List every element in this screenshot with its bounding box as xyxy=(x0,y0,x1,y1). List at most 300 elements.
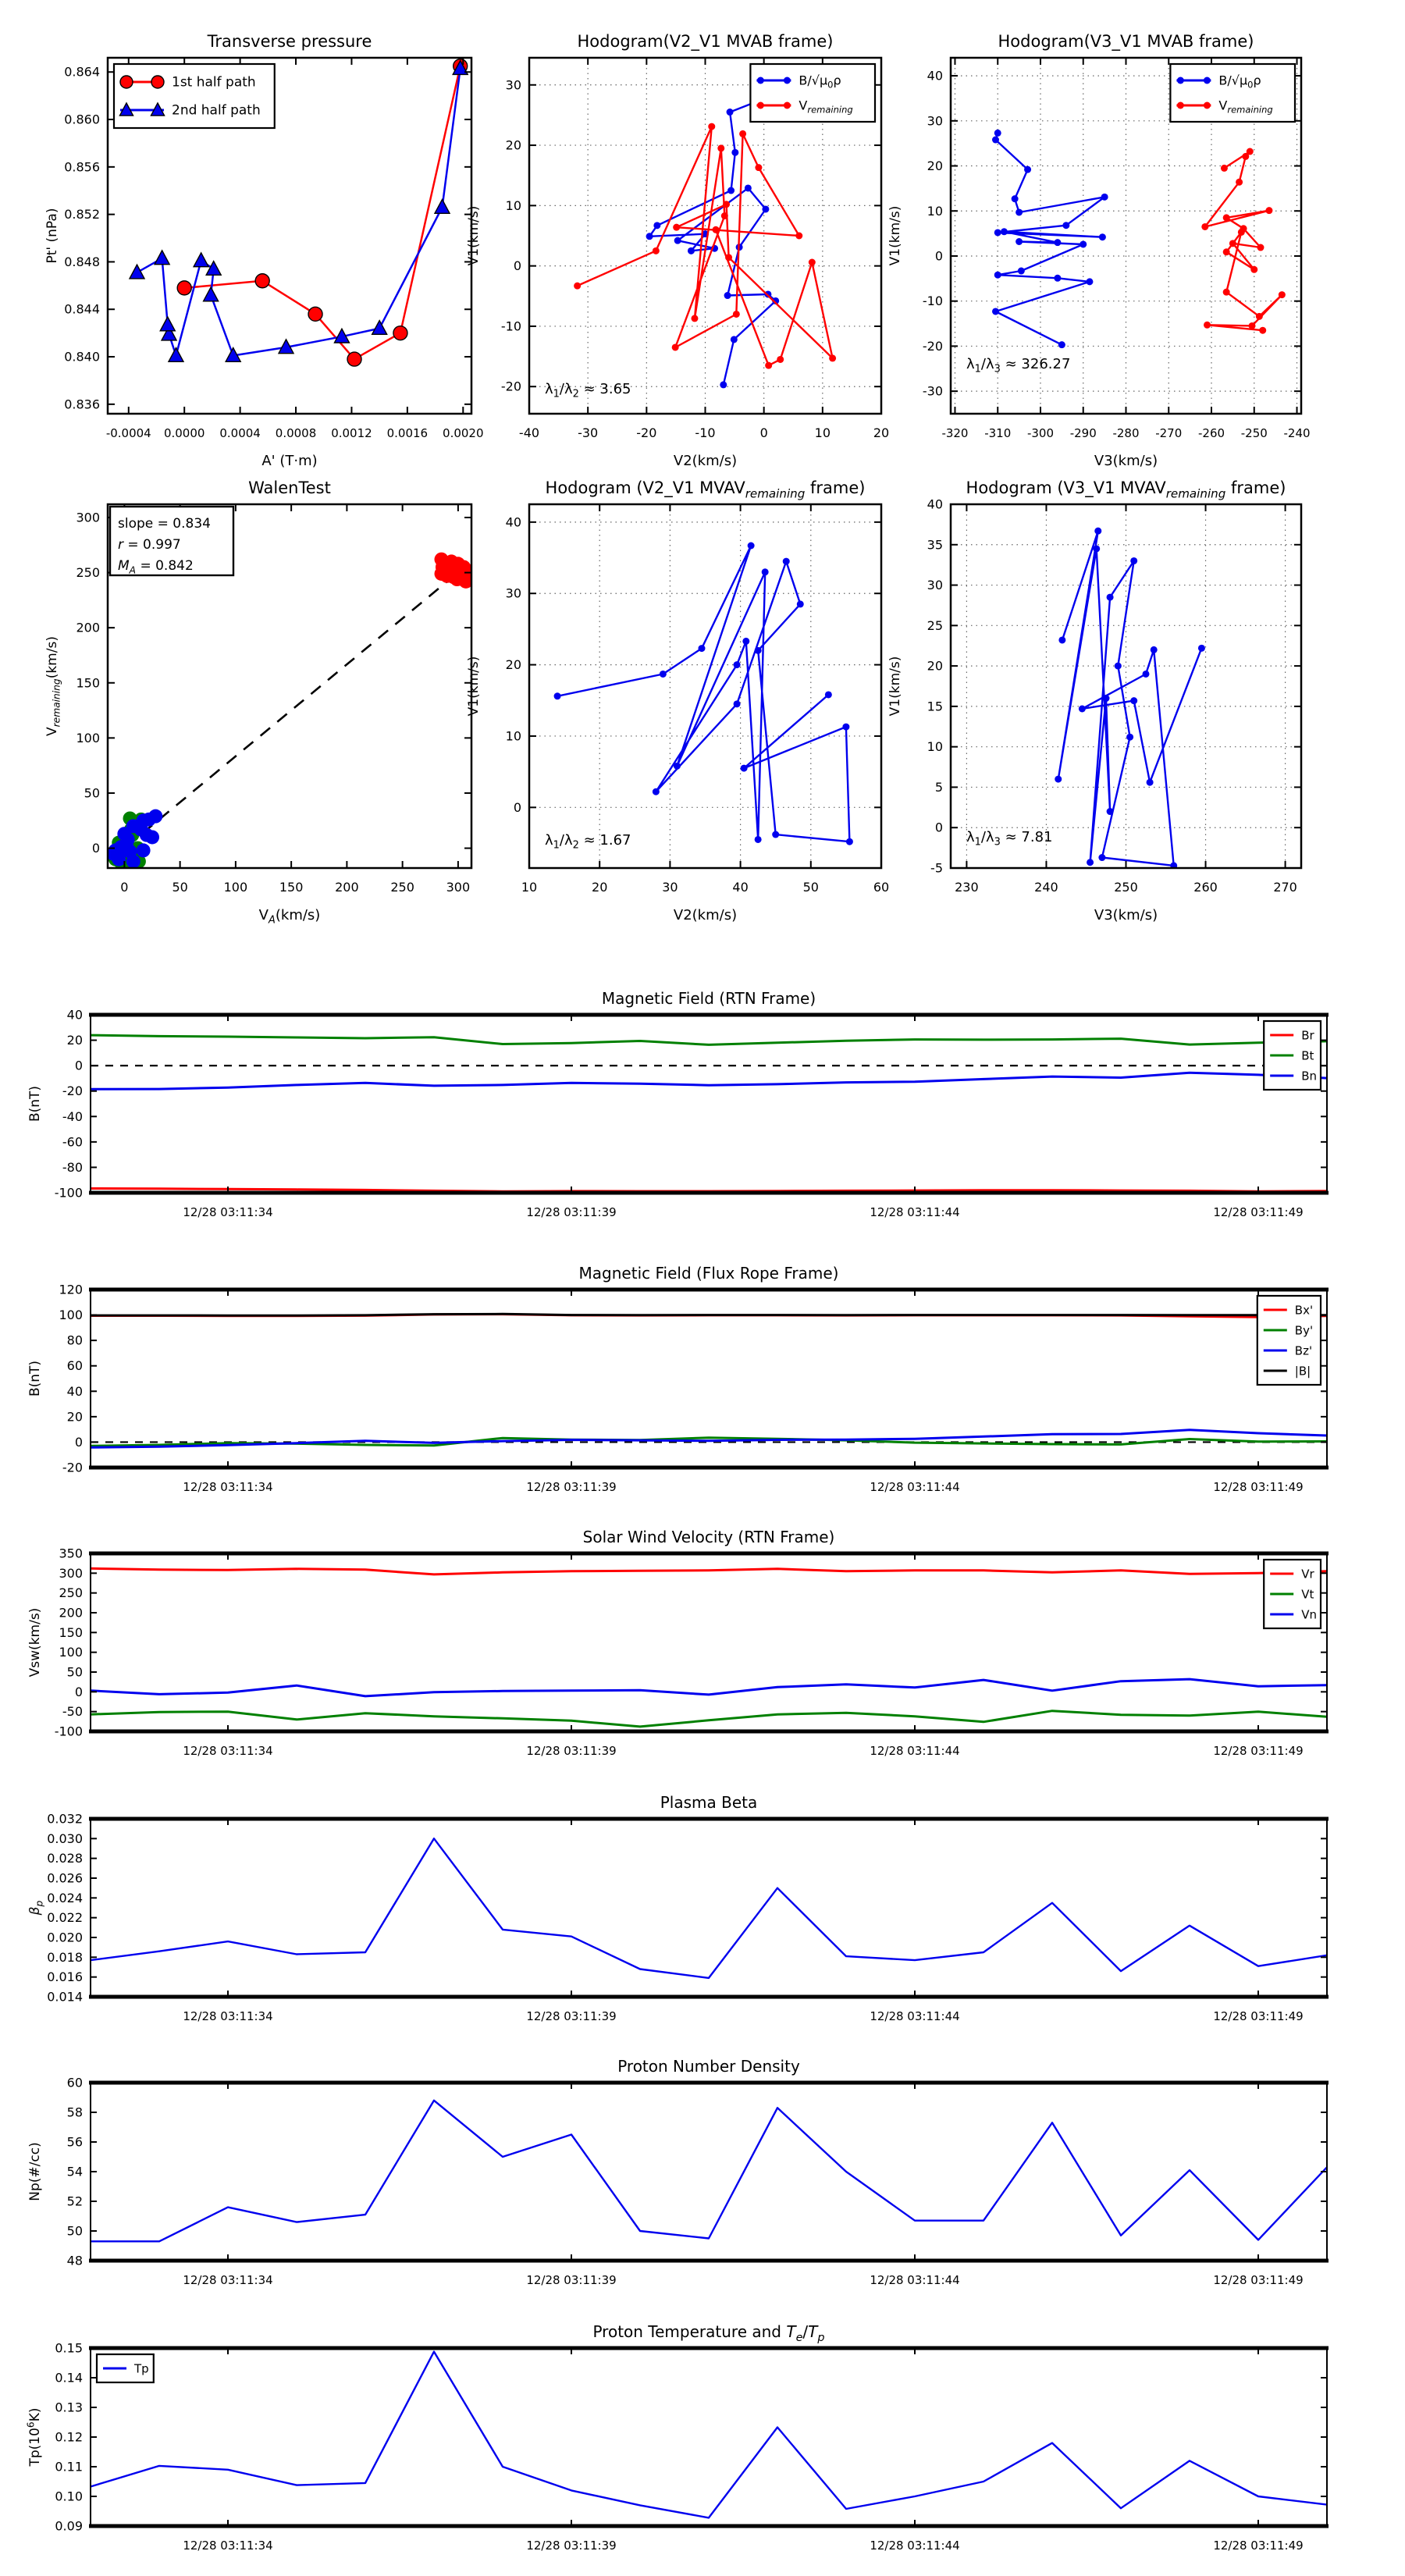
marker-circle xyxy=(1223,248,1230,255)
y-tick-label: 0 xyxy=(91,841,100,856)
marker-circle xyxy=(731,336,738,343)
series-tp-line xyxy=(91,2352,1327,2518)
marker-circle xyxy=(1054,275,1061,282)
legend-label: Bz' xyxy=(1294,1343,1313,1358)
x-tick-label: 12/28 03:11:39 xyxy=(526,2539,617,2553)
marker-circle xyxy=(1238,229,1245,236)
x-tick-label: -320 xyxy=(941,426,969,440)
stats-line: r = 0.997 xyxy=(118,537,181,553)
marker-circle xyxy=(1115,663,1122,670)
marker-circle xyxy=(1055,776,1062,783)
marker-triangle xyxy=(206,262,221,276)
y-tick-label: 0.032 xyxy=(47,1811,83,1827)
marker-circle xyxy=(1107,808,1114,815)
y-tick-label: 0.022 xyxy=(47,1910,83,1926)
legend-label: Tp xyxy=(134,2361,149,2376)
y-tick-label: 0.840 xyxy=(64,349,100,365)
y-tick-label: 54 xyxy=(66,2164,83,2179)
x-axis-label: A' (T·m) xyxy=(261,453,318,469)
plot-hodogram-v2v1-mvab xyxy=(466,32,889,469)
marker-circle xyxy=(992,308,999,315)
y-tick-label: -5 xyxy=(930,860,943,876)
y-tick-label: 100 xyxy=(59,1308,83,1323)
y-axis-label: Pt' (nPa) xyxy=(44,208,60,264)
marker-circle xyxy=(723,201,730,208)
y-tick-label: 0.848 xyxy=(64,254,100,269)
x-tick-label: 60 xyxy=(873,880,890,895)
y-tick-label: 0.09 xyxy=(55,2518,83,2534)
y-tick-label: -30 xyxy=(922,383,943,399)
marker-circle xyxy=(691,315,698,322)
y-tick-label: 0.14 xyxy=(55,2370,83,2386)
series-group xyxy=(91,1838,1327,1978)
x-tick-label: 12/28 03:11:44 xyxy=(870,1480,960,1494)
y-axis-label: V1(km/s) xyxy=(466,205,482,266)
marker-circle xyxy=(1058,341,1065,348)
marker-circle xyxy=(1147,779,1154,786)
marker-circle xyxy=(755,647,762,654)
stats-line: slope = 0.834 xyxy=(118,516,211,532)
series-bt-line xyxy=(91,1035,1327,1044)
x-tick-label: -280 xyxy=(1112,426,1140,440)
y-tick-label: 0 xyxy=(934,820,943,835)
y-tick-label: 300 xyxy=(59,1565,83,1581)
marker-circle xyxy=(1102,695,1109,702)
y-tick-label: 52 xyxy=(66,2194,83,2209)
marker-circle xyxy=(777,356,784,363)
y-tick-label: 0.856 xyxy=(64,159,100,175)
marker-circle xyxy=(994,272,1001,279)
y-tick-label: -40 xyxy=(62,1108,83,1124)
marker-circle xyxy=(653,788,660,795)
marker-circle xyxy=(1062,222,1069,229)
marker-circle xyxy=(994,130,1001,137)
plot-walen-test xyxy=(44,479,474,927)
marker-circle xyxy=(393,326,407,340)
series-vn-line xyxy=(91,1679,1327,1696)
marker-circle xyxy=(1101,194,1108,201)
y-tick-label: 10 xyxy=(505,728,521,744)
x-tick-label: 40 xyxy=(732,880,749,895)
x-tick-label: 12/28 03:11:39 xyxy=(526,2009,617,2023)
legend-label: Vt xyxy=(1301,1587,1314,1602)
grid xyxy=(951,504,1301,868)
panel-proton-number-density xyxy=(27,2057,1329,2287)
y-tick-label: 0.10 xyxy=(55,2489,83,2504)
marker-circle xyxy=(1080,240,1087,247)
x-tick-label: 12/28 03:11:39 xyxy=(526,1205,617,1219)
x-tick-label: 260 xyxy=(1193,880,1218,895)
legend-label: 2nd half path xyxy=(172,102,261,119)
y-tick-label: 150 xyxy=(76,675,100,691)
marker-circle xyxy=(674,237,681,244)
marker-circle xyxy=(733,311,740,318)
x-tick-label: 0.0012 xyxy=(331,426,372,440)
marker-circle xyxy=(1204,322,1211,329)
y-tick-label: 20 xyxy=(66,1409,83,1425)
y-tick-label: 20 xyxy=(66,1033,83,1048)
x-tick-label: 270 xyxy=(1273,880,1297,895)
x-tick-label: 150 xyxy=(279,880,304,895)
marker-circle xyxy=(727,187,735,194)
marker-circle xyxy=(1016,238,1023,245)
marker-circle xyxy=(992,137,999,144)
marker-circle xyxy=(1204,77,1211,84)
y-tick-label: 30 xyxy=(505,585,521,601)
y-axis-label: V1(km/s) xyxy=(887,205,903,266)
y-tick-label: 10 xyxy=(927,739,943,755)
x-tick-label: 0.0004 xyxy=(219,426,261,440)
legend-label: Bn xyxy=(1301,1069,1318,1083)
y-tick-label: 350 xyxy=(59,1546,83,1561)
eigenvalue-annotation: $\lambda_1/\lambda_2 \approx 3.65$ xyxy=(545,381,631,400)
marker-circle xyxy=(725,254,732,261)
x-tick-label: 12/28 03:11:44 xyxy=(870,2273,960,2287)
series-b-magnitude-line xyxy=(91,1314,1327,1315)
ticks xyxy=(47,1812,1327,2024)
axes-box xyxy=(529,504,881,868)
marker-circle xyxy=(739,130,746,137)
y-tick-label: 20 xyxy=(927,158,943,174)
series-v-hodogram-line xyxy=(557,546,849,841)
fit-line xyxy=(108,564,469,862)
x-tick-label: -10 xyxy=(695,425,716,440)
plot-title: Transverse pressure xyxy=(207,32,372,51)
series-b-over-sqrt-mu0rho-markers xyxy=(992,130,1108,348)
series-group xyxy=(106,553,474,869)
legend xyxy=(750,64,875,122)
marker-circle xyxy=(653,247,660,254)
ticks xyxy=(55,1546,1327,1759)
marker-circle xyxy=(825,691,832,698)
series-np-line xyxy=(91,2101,1327,2242)
x-tick-label: -310 xyxy=(984,426,1012,440)
y-tick-label: 0.020 xyxy=(47,1930,83,1945)
y-tick-label: 0 xyxy=(513,258,521,274)
marker-circle xyxy=(308,307,322,321)
legend-label: $B/√\mu_0\rho$ xyxy=(1218,73,1261,91)
marker-circle xyxy=(795,233,802,240)
marker-circle xyxy=(1093,545,1100,552)
y-tick-label: -80 xyxy=(62,1159,83,1175)
y-tick-label: 0 xyxy=(74,1684,83,1699)
x-tick-label: -40 xyxy=(518,425,540,440)
marker-circle xyxy=(347,352,361,366)
marker-circle xyxy=(757,102,764,109)
y-tick-label: 0.028 xyxy=(47,1851,83,1866)
marker-circle xyxy=(1094,528,1101,535)
marker-triangle xyxy=(372,321,387,335)
y-tick-label: 0 xyxy=(513,799,521,815)
x-axis-label: $V_A(km/s)$ xyxy=(258,907,321,927)
y-tick-label: 0 xyxy=(74,1058,83,1073)
y-tick-label: 100 xyxy=(59,1645,83,1660)
marker-triangle xyxy=(435,200,450,214)
x-tick-label: 0.0016 xyxy=(386,426,429,440)
y-tick-label: 35 xyxy=(927,537,943,553)
series-v-hodogram-line xyxy=(1058,531,1202,866)
marker-circle xyxy=(1018,268,1025,275)
marker-circle xyxy=(994,229,1001,236)
marker-circle xyxy=(1256,313,1263,320)
marker-circle xyxy=(755,164,762,171)
y-tick-label: 0.026 xyxy=(47,1870,83,1886)
y-tick-label: 15 xyxy=(927,699,943,714)
marker-circle xyxy=(784,77,791,84)
y-tick-label: -20 xyxy=(500,379,521,394)
axes-box xyxy=(951,504,1301,868)
marker-circle xyxy=(708,123,715,130)
marker-circle xyxy=(783,558,790,565)
y-axis-label: V1(km/s) xyxy=(887,656,903,717)
marker-circle xyxy=(717,144,724,151)
x-tick-label: 12/28 03:11:49 xyxy=(1213,1480,1304,1494)
marker-triangle xyxy=(155,251,169,265)
y-tick-label: 40 xyxy=(66,1007,83,1023)
y-tick-label: 0.852 xyxy=(64,207,100,222)
marker-circle xyxy=(742,638,749,645)
legend xyxy=(1264,1021,1321,1090)
ticks xyxy=(67,2076,1327,2288)
plot-hodogram-v3v1-mvab xyxy=(887,32,1311,469)
marker-circle xyxy=(1250,266,1257,273)
legend-label: Bx' xyxy=(1294,1303,1314,1318)
marker-circle xyxy=(1204,102,1211,109)
plot-hodogram-v2v1-mvav xyxy=(466,479,889,923)
marker-circle xyxy=(1151,646,1158,653)
y-tick-label: 48 xyxy=(66,2253,83,2268)
marker-circle xyxy=(1223,214,1230,221)
x-tick-label: 12/28 03:11:34 xyxy=(183,2539,273,2553)
x-tick-label: 12/28 03:11:39 xyxy=(526,1480,617,1494)
y-tick-label: 100 xyxy=(76,730,100,745)
marker-circle xyxy=(1079,705,1086,712)
y-tick-label: -60 xyxy=(62,1134,83,1150)
marker-circle xyxy=(1016,208,1023,215)
legend-label: Vn xyxy=(1301,1607,1317,1622)
marker-circle xyxy=(724,292,731,299)
series-group xyxy=(554,542,853,845)
legend-label: Bt xyxy=(1301,1048,1314,1063)
marker-circle xyxy=(1259,327,1266,334)
y-tick-label: 0.024 xyxy=(47,1890,83,1905)
legend xyxy=(1264,1560,1321,1628)
eigenvalue-annotation: $\lambda_1/\lambda_3 \approx 7.81$ xyxy=(966,829,1053,849)
series-v-hodogram-markers xyxy=(554,542,853,845)
series-group xyxy=(91,2101,1327,2242)
x-tick-label: 12/28 03:11:39 xyxy=(526,1744,617,1758)
marker-circle xyxy=(1257,244,1264,251)
x-tick-label: -290 xyxy=(1069,426,1097,440)
marker-circle xyxy=(1249,322,1256,329)
x-tick-label: -20 xyxy=(636,425,657,440)
y-tick-label: 0 xyxy=(934,248,943,264)
y-tick-label: 0.11 xyxy=(55,2459,83,2475)
series-b-over-sqrt-mu0rho-line xyxy=(649,101,776,385)
x-tick-label: 30 xyxy=(662,880,678,895)
marker-circle xyxy=(1001,228,1008,235)
marker-circle xyxy=(1198,645,1205,652)
legend-label: $B/√\mu_0\rho$ xyxy=(799,73,841,91)
x-tick-label: 10 xyxy=(521,880,538,895)
y-tick-label: 40 xyxy=(927,496,943,512)
stats-line: $M_A = 0.842$ xyxy=(118,558,194,576)
y-tick-label: -10 xyxy=(922,294,943,309)
marker-circle xyxy=(1058,636,1065,643)
x-tick-label: 0.0020 xyxy=(443,426,484,440)
marker-circle xyxy=(660,671,667,678)
marker-circle xyxy=(748,542,755,549)
marker-circle xyxy=(1229,240,1236,247)
x-axis-label: V2(km/s) xyxy=(673,453,738,469)
marker-circle xyxy=(126,855,140,869)
panel-plasma-beta xyxy=(27,1793,1329,2023)
y-axis-label: $V_{remaining}(km/s)$ xyxy=(44,636,62,736)
marker-circle xyxy=(1223,289,1230,296)
x-tick-label: 12/28 03:11:49 xyxy=(1213,2273,1304,2287)
marker-circle xyxy=(741,765,748,772)
x-tick-label: -240 xyxy=(1283,426,1311,440)
y-axis-label: Np(#/cc) xyxy=(27,2142,43,2201)
series-vt-line xyxy=(91,1711,1327,1727)
panel-magnetic-field-rtn xyxy=(27,989,1329,1219)
series-group xyxy=(91,2352,1327,2518)
x-tick-label: 12/28 03:11:44 xyxy=(870,2009,960,2023)
y-tick-label: -50 xyxy=(62,1704,83,1720)
y-tick-label: 20 xyxy=(505,137,521,153)
y-tick-label: 50 xyxy=(66,2223,83,2239)
series-group xyxy=(1055,528,1205,870)
plot-title: Plasma Beta xyxy=(660,1793,758,1812)
series-group xyxy=(91,1035,1327,1191)
y-tick-label: 200 xyxy=(59,1605,83,1621)
series-walen-red-points-markers xyxy=(435,553,475,589)
series-b-over-sqrt-mu0rho-markers xyxy=(646,98,780,388)
marker-circle xyxy=(809,259,816,266)
plot-title: Hodogram(V3_V1 MVAB frame) xyxy=(998,32,1254,51)
marker-circle xyxy=(1130,697,1137,704)
marker-circle xyxy=(1177,77,1184,84)
marker-circle xyxy=(688,247,695,254)
x-tick-label: 12/28 03:11:34 xyxy=(183,1480,273,1494)
y-tick-label: 50 xyxy=(66,1664,83,1680)
y-tick-label: 80 xyxy=(66,1332,83,1348)
y-tick-label: 40 xyxy=(66,1383,83,1399)
y-tick-label: -100 xyxy=(54,1724,83,1739)
plot-title: Hodogram (V3_V1 $MVAV_{remaining}$ frame) xyxy=(966,479,1286,501)
x-tick-label: 12/28 03:11:44 xyxy=(870,1205,960,1219)
y-tick-label: 120 xyxy=(59,1282,83,1297)
marker-circle xyxy=(765,362,772,369)
legend-label: $V_{remaining}$ xyxy=(1218,98,1273,116)
x-tick-label: 50 xyxy=(172,880,188,895)
series-group xyxy=(992,130,1286,348)
marker-circle xyxy=(1126,734,1133,741)
marker-circle xyxy=(1221,165,1228,172)
plot-title: Hodogram (V2_V1 $MVAV_{remaining}$ frame) xyxy=(545,479,866,501)
marker-circle xyxy=(120,76,133,88)
plot-hodogram-v3v1-mvav xyxy=(887,479,1301,923)
eigenvalue-annotation: $\lambda_1/\lambda_2 \approx 1.67$ xyxy=(545,832,631,852)
y-tick-label: 0.014 xyxy=(47,1989,83,2005)
marker-circle xyxy=(436,560,450,574)
grid xyxy=(529,504,881,868)
marker-circle xyxy=(1130,557,1137,564)
y-tick-label: 30 xyxy=(505,77,521,93)
y-tick-label: 56 xyxy=(66,2134,83,2150)
y-tick-label: 25 xyxy=(927,617,943,633)
axes-box xyxy=(91,1819,1327,1997)
y-tick-label: 30 xyxy=(927,578,943,593)
marker-circle xyxy=(1279,291,1286,298)
y-tick-label: 10 xyxy=(927,203,943,219)
ticks xyxy=(55,2341,1327,2553)
y-tick-label: 300 xyxy=(76,510,100,525)
y-axis-label: $Tp(10^6K)$ xyxy=(25,2407,43,2467)
marker-circle xyxy=(731,149,738,156)
x-tick-label: -260 xyxy=(1197,426,1225,440)
y-tick-label: -20 xyxy=(62,1083,83,1099)
marker-triangle xyxy=(169,348,183,362)
y-tick-label: -20 xyxy=(62,1460,83,1475)
marker-circle xyxy=(1177,102,1184,109)
marker-circle xyxy=(145,830,159,844)
y-axis-label: Vsw(km/s) xyxy=(27,1607,43,1678)
legend-label: |B| xyxy=(1294,1364,1311,1379)
plot-title: Magnetic Field (RTN Frame) xyxy=(601,989,816,1008)
marker-circle xyxy=(554,692,561,699)
marker-circle xyxy=(713,226,720,233)
series-group xyxy=(91,1568,1327,1727)
y-tick-label: 20 xyxy=(927,658,943,674)
x-tick-label: -270 xyxy=(1155,426,1183,440)
y-tick-label: 250 xyxy=(59,1585,83,1601)
legend-label: $V_{remaining}$ xyxy=(799,98,853,116)
marker-circle xyxy=(698,645,705,652)
marker-circle xyxy=(1087,859,1094,866)
marker-triangle xyxy=(194,253,208,267)
x-axis-label: V3(km/s) xyxy=(1094,453,1158,469)
marker-circle xyxy=(727,109,734,116)
marker-circle xyxy=(797,600,804,607)
marker-circle xyxy=(1024,166,1031,173)
y-tick-label: 0.13 xyxy=(55,2400,83,2415)
x-tick-label: 100 xyxy=(223,880,248,895)
x-tick-label: 0 xyxy=(120,880,129,895)
marker-circle xyxy=(1265,207,1272,214)
x-tick-label: 12/28 03:11:49 xyxy=(1213,2539,1304,2553)
marker-circle xyxy=(1107,594,1114,601)
x-tick-label: 12/28 03:11:34 xyxy=(183,1744,273,1758)
y-axis-label: V1(km/s) xyxy=(466,656,482,717)
legend-label: 1st half path xyxy=(172,74,256,91)
series-vr-line xyxy=(91,1568,1327,1574)
y-tick-label: 250 xyxy=(76,565,100,581)
y-tick-label: 0.018 xyxy=(47,1949,83,1965)
marker-circle xyxy=(762,568,769,575)
x-tick-label: 12/28 03:11:34 xyxy=(183,2273,273,2287)
y-tick-label: 58 xyxy=(66,2105,83,2120)
x-tick-label: -300 xyxy=(1026,426,1055,440)
marker-circle xyxy=(255,274,269,288)
marker-circle xyxy=(1242,153,1249,160)
y-tick-label: 30 xyxy=(927,113,943,129)
marker-circle xyxy=(674,763,681,770)
y-tick-label: 0.15 xyxy=(55,2340,83,2356)
y-tick-label: 0.860 xyxy=(64,112,100,127)
x-tick-label: 12/28 03:11:34 xyxy=(183,2009,273,2023)
y-tick-label: 0.016 xyxy=(47,1969,83,1985)
